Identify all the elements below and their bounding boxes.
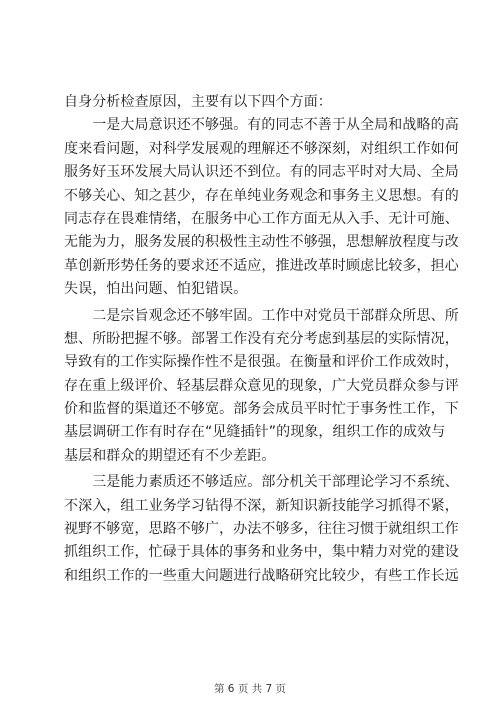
text-line: 想、所盼把握不够。部署工作没有充分考虑到基层的实际情况， (64, 330, 459, 347)
paragraph (64, 114, 459, 301)
text-line: 存在重上级评价、轻基层群众意见的现象，广大党员群众参与评 (64, 377, 459, 394)
text-line: 不够关心、知之甚少，存在单纯业务观念和事务主义思想。有的 (64, 187, 459, 204)
text-line: 基层调研工作有时存在“见缝插针”的现象，组织工作的成效与 (64, 424, 446, 441)
text-line: 无能为力，服务发展的积极性主动性不够强，思想解放程度与改 (64, 234, 459, 251)
text-line: 同志存在畏难情绪，在服务中心工作方面无从入手、无计可施、 (64, 210, 459, 227)
text-line: 导致有的工作实际操作性不是很强。在衡量和评价工作成效时， (64, 354, 459, 371)
text-line: 度来看问题，对科学发展观的理解还不够深刻，对组织工作如何 (64, 140, 459, 157)
text-line: 失误，怕出问题、怕犯错误。 (64, 281, 248, 298)
paragraph (64, 91, 438, 114)
text-line: 视野不够宽，思路不够广，办法不够多，往往习惯于就组织工作 (64, 521, 459, 538)
text-line: 自身分析检查原因，主要有以下四个方面： (64, 94, 332, 110)
text-line: 服务好玉环发展大局认识还不到位。有的同志平时对大局、全局 (64, 164, 459, 181)
text-line: 三是能力素质还不够适应。部分机关干部理论学习不系统、 (64, 474, 459, 491)
text-line: 抓组织工作，忙碌于具体的事务和业务中，集中精力对党的建设 (64, 544, 459, 561)
paragraph (64, 305, 459, 469)
document-body (64, 91, 459, 588)
paragraph (64, 471, 459, 588)
text-line: 和组织工作的一些重大问题进行战略研究比较少，有些工作长远 (64, 567, 459, 584)
text-line: 基层和群众的期望还有不少差距。 (64, 447, 276, 464)
text-line: 不深入，组工业务学习钻得不深，新知识新技能学习抓得不紧， (64, 497, 459, 514)
text-line: 革创新形势任务的要求还不适应，推进改革时顾虑比较多，担心 (64, 257, 459, 274)
text-line: 价和监督的渠道还不够宽。部务会成员平时忙于事务性工作，下 (64, 401, 459, 418)
page-footer: 第 6 页 共 7 页 (213, 683, 287, 695)
text-line: 一是大局意识还不够强。有的同志不善于从全局和战略的高 (64, 117, 459, 134)
text-line: 二是宗旨观念还不够牢固。工作中对党员干部群众所思、所 (64, 307, 459, 324)
